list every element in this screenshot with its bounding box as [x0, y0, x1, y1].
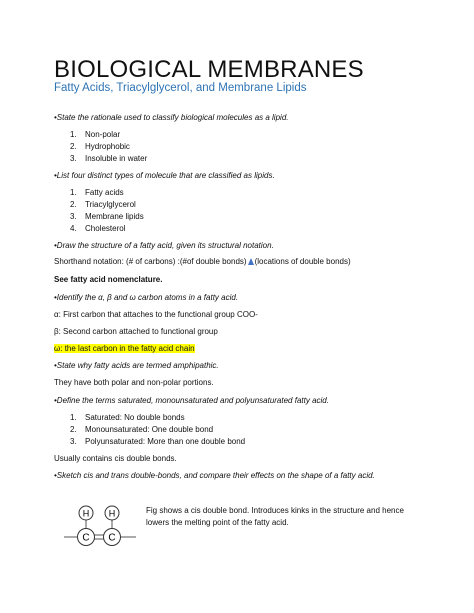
list-item: 2. Triacylglycerol	[70, 200, 136, 209]
page-title: BIOLOGICAL MEMBRANES	[54, 56, 364, 83]
c-label-right: C	[108, 532, 116, 544]
list-item: 3. Polyunsaturated: More than one double bond	[70, 437, 246, 446]
shorthand-notation: Shorthand notation: (# of carbons) :(#of double bonds) (locations of double bonds)	[54, 257, 351, 266]
delta-icon	[248, 258, 254, 265]
cis-note: Usually contains cis double bonds.	[54, 454, 177, 463]
list-item: 1. Non-polar	[70, 130, 121, 139]
cis-double-bond-figure	[60, 500, 140, 554]
list-item: 1. Fatty acids	[70, 188, 124, 197]
amphipathic-answer: They have both polar and non-polar portions.	[54, 378, 214, 387]
beta-carbon-definition: β: Second carbon attached to functional group	[54, 327, 218, 336]
question-cis-trans: •Sketch cis and trans double-bonds, and compare their effects on the shape of a fatty acid.	[54, 471, 375, 480]
question-carbon-atoms: •Identify the α, β and ω carbon atoms in a fatty acid.	[54, 293, 239, 302]
question-saturation-terms: •Define the terms saturated, monounsaturated and polyunsaturated fatty acid.	[54, 396, 329, 405]
question-lipid-rationale: •State the rationale used to classify biological molecules as a lipid.	[54, 113, 289, 122]
list-item: 2. Monounsaturated: One double bond	[70, 425, 214, 434]
question-lipid-types: •List four distinct types of molecule that are classified as lipids.	[54, 171, 275, 180]
figure-caption: Fig shows a cis double bond. Introduces kinks in the structure and hence lowers the melting point of the fatty acid.	[146, 506, 404, 527]
h-label-left: H	[82, 508, 90, 519]
h-label-right: H	[108, 508, 116, 519]
page-subtitle: Fatty Acids, Triacylglycerol, and Membrane Lipids	[54, 82, 307, 94]
question-amphipathic: •State why fatty acids are termed amphipathic.	[54, 361, 219, 370]
question-fatty-acid-structure: •Draw the structure of a fatty acid, given its structural notation.	[54, 241, 274, 250]
list-item: 1. Saturated: No double bonds	[70, 413, 185, 422]
list-item: 2. Hydrophobic	[70, 142, 130, 151]
list-item: 3. Insoluble in water	[70, 154, 148, 163]
list-item: 4. Cholesterol	[70, 224, 126, 233]
alpha-carbon-definition: α: First carbon that attaches to the functional group COO-	[54, 310, 258, 319]
c-label-left: C	[82, 532, 90, 544]
list-item: 3. Membrane lipids	[70, 212, 144, 221]
see-nomenclature-note: See fatty acid nomenclature.	[54, 275, 163, 284]
omega-carbon-definition: ω: the last carbon in the fatty acid chain	[54, 344, 195, 353]
